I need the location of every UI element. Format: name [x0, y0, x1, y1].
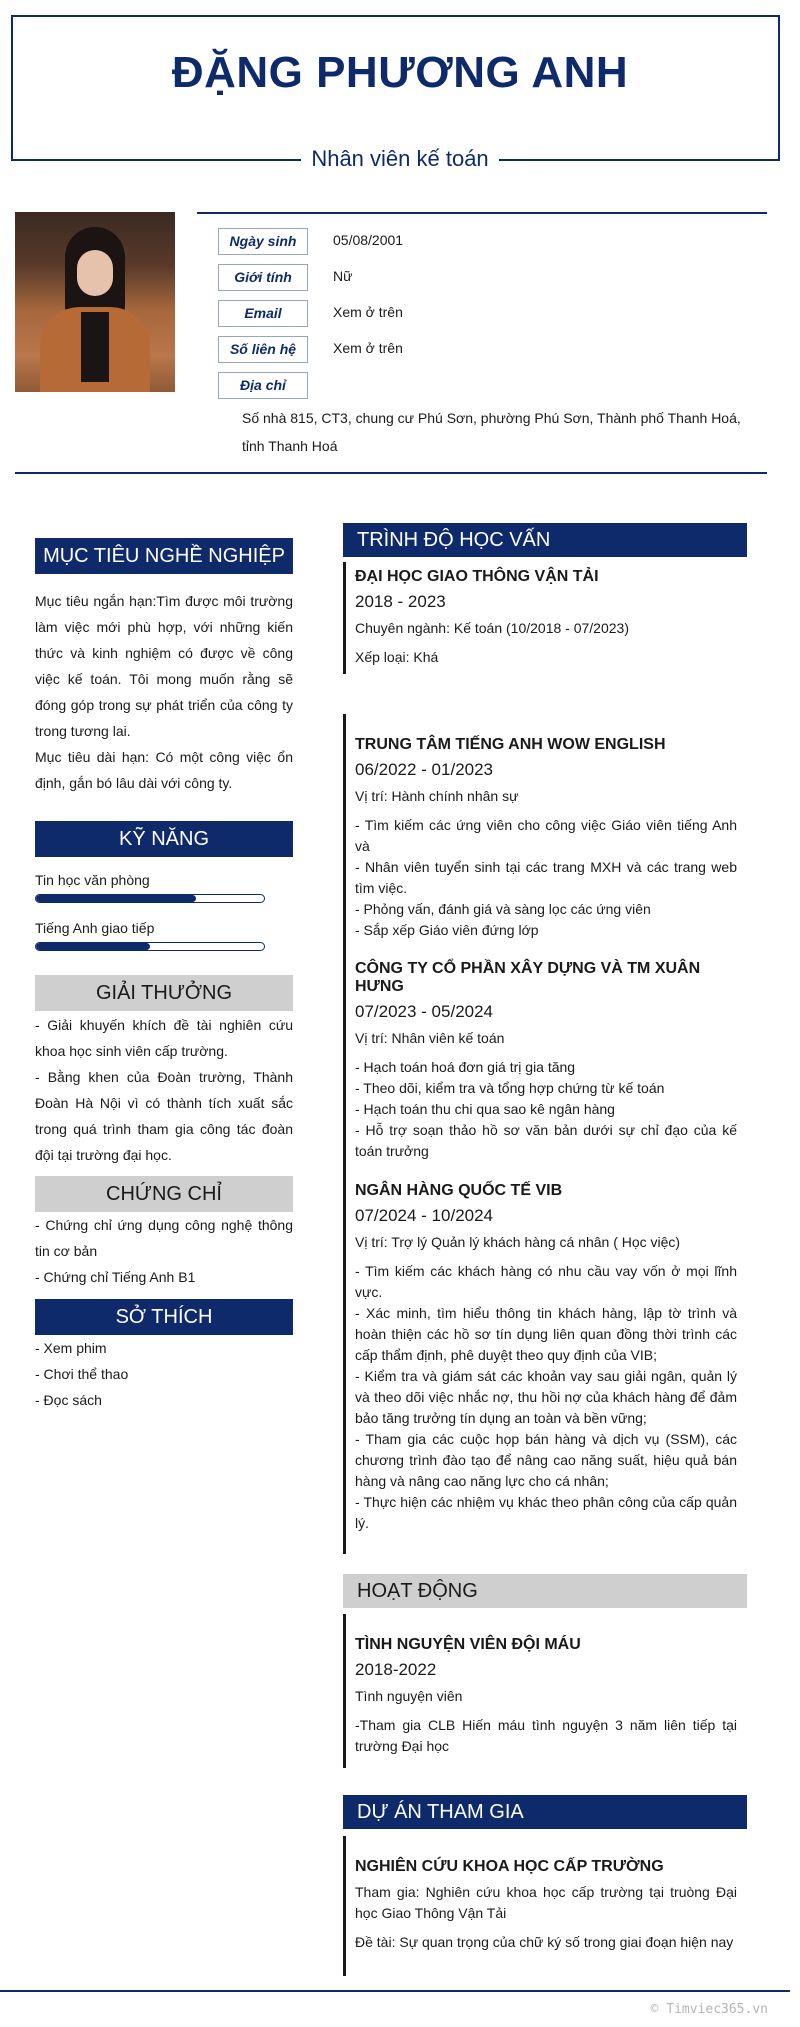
info-value: Xem ở trên — [333, 304, 403, 320]
certificate-item: - Chứng chỉ Tiếng Anh B1 — [35, 1269, 196, 1285]
skill-bar-fill — [36, 895, 196, 902]
education-major: Chuyên ngành: Kế toán (10/2018 - 07/2023) — [355, 620, 629, 636]
awards-heading: GIẢI THƯỞNG — [35, 975, 293, 1011]
education-rule — [343, 562, 346, 674]
projects-rule — [343, 1836, 346, 1976]
info-label: Số liên hệ — [218, 336, 308, 363]
hobby-item: - Đọc sách — [35, 1392, 102, 1408]
skill-bar-office — [35, 894, 265, 903]
watermark: © Timviec365.vn — [650, 2002, 768, 2017]
certificates-heading: CHỨNG CHỈ — [35, 1176, 293, 1212]
certificate-item: - Chứng chỉ ứng dụng công nghệ thông tin cơ bản — [35, 1217, 293, 1259]
project-participation: Tham gia: Nghiên cứu khoa học cấp trường tại truòng Đại học Giao Thông Vận Tải — [355, 1884, 737, 1921]
activities-rule — [343, 1614, 346, 1768]
company-name: TRUNG TÂM TIẾNG ANH WOW ENGLISH — [355, 736, 666, 753]
objective-short-term: Mục tiêu ngắn hạn:Tìm được môi trường làm việc mới phù hợp, với những kiến thức và kinh nghiệm có được về công việc kế toán. Tôi mong muốn rằng sẽ đóng góp trong sự phát triển của công ty trong tương lai. — [35, 593, 293, 739]
skills-heading: KỸ NĂNG — [35, 821, 293, 857]
task-item: - Tìm kiếm các ứng viên cho công việc Giáo viên tiếng Anh và — [355, 817, 737, 854]
experience-block — [355, 960, 737, 1162]
info-value: 05/08/2001 — [333, 232, 404, 248]
experience-period: 07/2023 - 05/2024 — [355, 1002, 494, 1021]
education-block — [355, 568, 737, 676]
task-item: - Hạch toán thu chi qua sao kê ngân hàng — [355, 1101, 615, 1117]
info-divider-top — [197, 212, 767, 214]
skill-name: Tiếng Anh giao tiếp — [35, 920, 155, 936]
footer-divider — [0, 1990, 790, 1992]
experience-rule — [343, 714, 346, 1554]
school-name: ĐẠI HỌC GIAO THÔNG VẬN TẢI — [355, 568, 599, 585]
task-item: - Nhân viên tuyển sinh tại các trang MXH và các trang web tìm việc. — [355, 859, 737, 896]
education-years: 2018 - 2023 — [355, 592, 446, 611]
company-name: CÔNG TY CỔ PHẦN XÂY DỰNG VÀ TM XUÂN HƯNG — [355, 960, 701, 995]
task-list — [355, 1261, 737, 1534]
info-label: Địa chỉ — [218, 372, 308, 399]
task-list — [355, 815, 737, 941]
info-label: Email — [218, 300, 308, 327]
projects-heading: DỰ ÁN THAM GIA — [343, 1795, 747, 1829]
activity-title: TÌNH NGUYỆN VIÊN ĐỘI MÁU — [355, 1636, 581, 1653]
activity-years: 2018-2022 — [355, 1660, 437, 1679]
skill-name: Tin học văn phòng — [35, 872, 150, 888]
task-item: - Theo dõi, kiểm tra và tổng hợp chứng từ kế toán — [355, 1080, 665, 1096]
info-label: Ngày sinh — [218, 228, 308, 255]
objective-long-term: Mục tiêu dài hạn: Có một công việc ổn định, gắn bó lâu dài với công ty. — [35, 749, 293, 791]
address-value: Số nhà 815, CT3, chung cư Phú Sơn, phường Phú Sơn, Thành phố Thanh Hoá, tỉnh Thanh Hoá — [242, 410, 741, 454]
hobby-item: - Xem phim — [35, 1340, 107, 1356]
info-value: Nữ — [333, 268, 353, 284]
info-value: Xem ở trên — [333, 340, 403, 356]
experience-block — [355, 736, 737, 941]
task-item: - Tham gia các cuộc họp bán hàng và dịch vụ (SSM), các chương trình đào tạo để nâng cao năng suất, hiệu quả bán hàng và nâng cao năng lực cho cá nhân; — [355, 1431, 737, 1489]
objective-heading: MỤC TIÊU NGHỀ NGHIỆP — [35, 538, 293, 574]
task-list — [355, 1057, 737, 1162]
hobby-item: - Chơi thể thao — [35, 1366, 129, 1382]
task-item: - Kiểm tra và giám sát các khoản vay sau giải ngân, quản lý và theo dõi việc nhắc nợ, thu hồi nợ của khách hàng để đảm bảo tăng trưởng tín dụng an toàn và bền vững; — [355, 1368, 737, 1426]
candidate-name: ĐẶNG PHƯƠNG ANH — [171, 48, 629, 97]
skill-bar-fill — [36, 943, 150, 950]
task-item: - Hạch toán hoá đơn giá trị gia tăng — [355, 1059, 576, 1075]
info-divider-bottom — [15, 472, 767, 474]
experience-position: Vị trí: Trợ lý Quản lý khách hàng cá nhân ( Học việc) — [355, 1234, 681, 1250]
profile-photo — [15, 212, 175, 392]
experience-block — [355, 1182, 737, 1534]
project-title: NGHIÊN CỨU KHOA HỌC CẤP TRƯỜNG — [355, 1858, 664, 1875]
task-item: - Sắp xếp Giáo viên đứng lớp — [355, 922, 539, 938]
job-title-row — [0, 146, 800, 170]
task-item: - Xác minh, tìm hiểu thông tin khách hàng, lập tờ trình và hoàn thiện các hồ sơ tín dụng liên quan đồng thời trình các cấp thẩm định, phê duyệt theo quy định của VIB; — [355, 1305, 737, 1363]
award-item: - Giải khuyến khích đề tài nghiên cứu khoa học sinh viên cấp trường. — [35, 1017, 293, 1059]
experience-period: 06/2022 - 01/2023 — [355, 760, 494, 779]
task-item: - Tìm kiếm các khách hàng có nhu cầu vay vốn ở mọi lĩnh vực. — [355, 1263, 737, 1300]
education-heading: TRÌNH ĐỘ HỌC VẤN — [343, 523, 747, 557]
company-name: NGÂN HÀNG QUỐC TẾ VIB — [355, 1182, 563, 1199]
activity-role: Tình nguyện viên — [355, 1688, 463, 1704]
education-grade: Xếp loại: Khá — [355, 649, 439, 665]
project-topic: Đề tài: Sự quan trọng của chữ ký số trong giai đoạn hiện nay — [355, 1934, 734, 1950]
experience-position: Vị trí: Hành chính nhân sự — [355, 788, 519, 804]
activities-heading: HOẠT ĐỘNG — [343, 1574, 747, 1608]
award-item: - Bằng khen của Đoàn trường, Thành Đoàn Hà Nội vì có thành tích xuất sắc trong quá trình tham gia công tác đoàn đội tại trường đại học. — [35, 1069, 293, 1163]
job-title: Nhân viên kế toán — [301, 146, 498, 171]
hobbies-heading: SỞ THÍCH — [35, 1299, 293, 1335]
activity-block — [355, 1636, 737, 1765]
info-label: Giới tính — [218, 264, 308, 291]
task-item: - Thực hiện các nhiệm vụ khác theo phân công của cấp quản lý. — [355, 1494, 737, 1531]
activity-desc: -Tham gia CLB Hiến máu tình nguyện 3 năm liên tiếp tại trường Đại học — [355, 1717, 737, 1754]
task-item: - Hỗ trợ soạn thảo hồ sơ văn bản dưới sự chỉ đạo của kế toán trưởng — [355, 1122, 737, 1159]
task-item: - Phỏng vấn, đánh giá và sàng lọc các ứng viên — [355, 901, 651, 917]
skill-bar-english — [35, 942, 265, 951]
experience-position: Vị trí: Nhân viên kế toán — [355, 1030, 505, 1046]
project-block — [355, 1858, 737, 1961]
experience-period: 07/2024 - 10/2024 — [355, 1206, 494, 1225]
